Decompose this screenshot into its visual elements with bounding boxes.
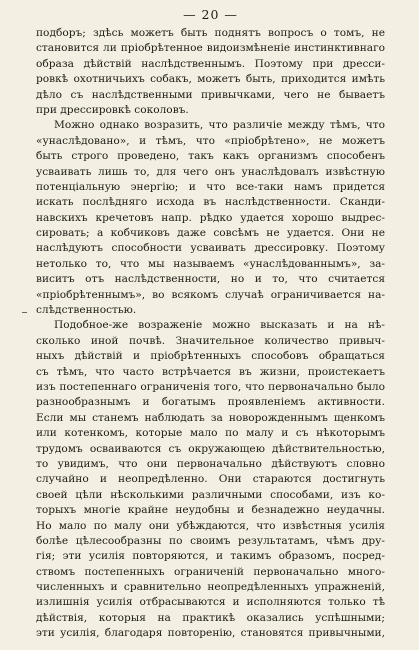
text-line: трудомъ осваиваются съ окружающею дѣйствительностью, [36,442,385,455]
text-line: быть строго проведено, такъ какъ организмъ способенъ [36,150,385,163]
text-line: Подобное-же возраженіе можно высказать и на нѣ- [54,319,385,332]
text-line: ровкѣ охотничьихъ собакъ, можетъ быть, приходится имѣть [36,73,385,86]
text-line: нетолько то, что мы называемъ «унаслѣдованнымъ», за- [36,257,385,270]
text-line: разнообразнымъ и богатымъ проявленіемъ активности. [36,396,385,409]
text-line: численныхъ и сравнительно неопредѣленныхъ упражненій, [36,581,385,594]
text-line: усваивать лишь то, для чего онъ унаслѣдовалъ извѣстную [36,165,385,178]
text-line: становится ли пріобрѣтенное видоизмѣненіе инстинктивнаго [36,42,385,55]
text-line: сировать; а кобчиковъ даже совсѣмъ не удается. Они не [36,227,385,240]
text-line: «пріобрѣтеннымъ», во всякомъ случаѣ ограничивается на- [36,288,385,301]
text-line: ствомъ постепенныхъ ограниченій первоначально много- [36,565,385,578]
margin-mark [22,312,27,313]
text-line: при дрессировкѣ соколовъ. [36,103,189,116]
text-line: гія; эти усилія повторяются, и такимъ образомъ, посред- [36,550,385,563]
text-line: дѣйствія, которыя на практикѣ оказались успѣшными; [36,611,385,624]
text-line: Если мы станемъ наблюдать за новорожденнымъ щенкомъ [36,411,385,424]
text-line: изъ постепеннаго ограниченія того, что первоначально было [36,380,385,393]
text-line: случайно и неопредѣленно. Они стараются достигнуть [36,473,385,486]
page-body [36,26,385,642]
text-line: съ тѣмъ, что часто встрѣчается въ жизни, проистекаетъ [36,365,385,378]
text-line: то увидимъ, что они первоначально дѣйствуютъ словно [36,457,385,470]
text-line: или котенкомъ, которые мало по малу и съ нѣкоторымъ [36,427,385,440]
text-line: сколько иной почвѣ. Значительное количество привыч- [36,334,385,347]
text-line: эти усилія, благодаря повторенію, становятся привычными, [36,627,385,640]
text-line: искать послѣдняго исхода въ наслѣдственности. Сканди- [36,196,385,209]
text-line: подборъ; здѣсь можетъ быть поднятъ вопросъ о томъ, не [36,27,385,39]
text-line: «унаслѣдовано», и тѣмъ, что «пріобрѣтено», не можетъ [36,134,385,147]
text-line: Но мало по малу они убѣждаются, что извѣстныя усилія [36,519,385,532]
paragraph [36,318,385,641]
text-line: слѣдственностью. [36,304,137,317]
paragraph [36,26,385,118]
paragraph [36,118,385,318]
text-line: наслѣдуютъ способности усваивать дрессировку. Поэтому [36,242,385,255]
text-line: болѣе цѣлесообразны по своимъ результатамъ, чѣмъ дру- [36,534,385,547]
text-line: навскихъ кречетовъ напр. рѣдко удается хорошо выдрес- [36,211,385,224]
text-line: Можно однако возразить, что различіе между тѣмъ, что [54,119,385,132]
text-line: своей цѣли нѣсколькими различными способами, изъ ко- [36,488,385,501]
text-line: излишнія усилія отбрасываются и исполняются только тѣ [36,596,385,609]
text-line: дѣло съ наслѣдственными привычками, чего не бываетъ [36,88,385,101]
text-line: образа дѣйствій наслѣдственнымъ. Поэтому при дресси- [36,57,385,70]
page-number: — 20 — [183,7,238,22]
text-line: потенціальную энергію; и что все-таки намъ придется [36,180,385,193]
text-line: виситъ отъ наслѣдственности, но и то, что считается [36,273,385,286]
text-line: ныхъ дѣйствій и пріобрѣтенныхъ способовъ обращаться [36,350,385,363]
text-line: торыхъ многіе крайне неудобны и безнадежно неудачны. [36,504,385,517]
